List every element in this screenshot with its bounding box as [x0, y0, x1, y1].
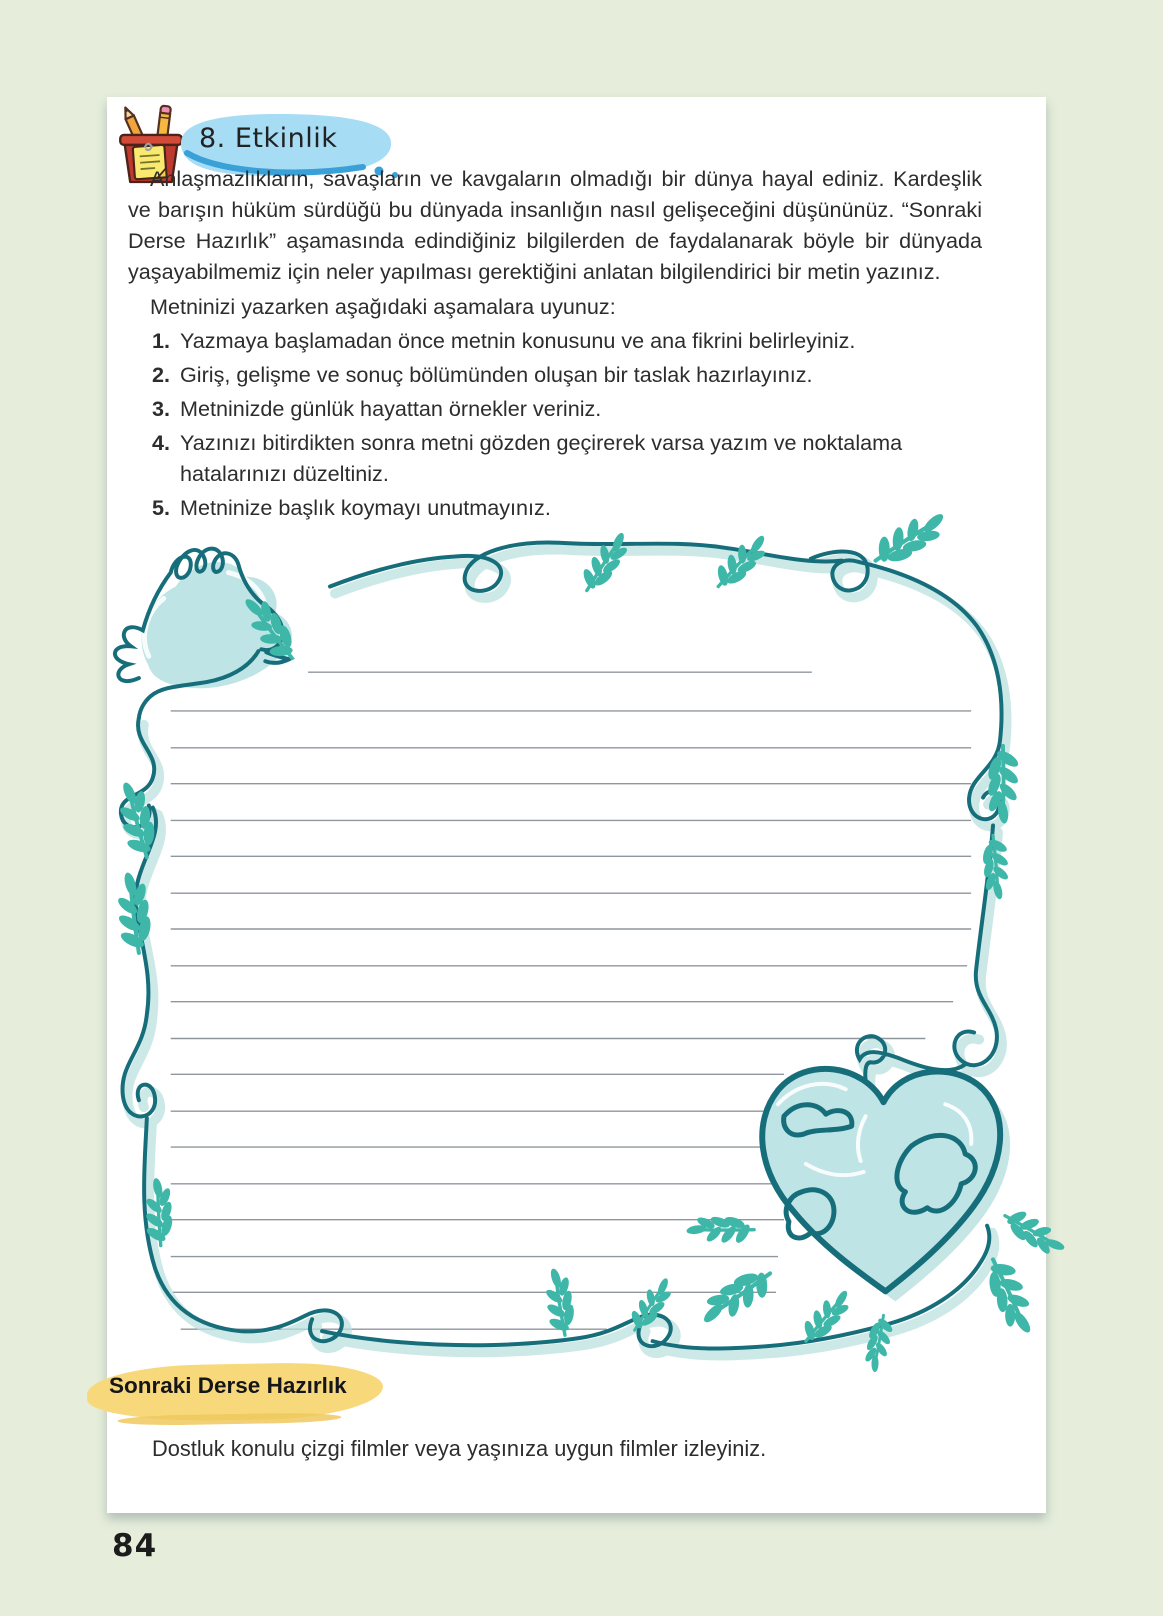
step-number: 1. — [152, 328, 171, 353]
instruction-step — [152, 427, 998, 489]
step-text: Giriş, gelişme ve sonuç bölümünden oluşan bir taslak hazırlayınız. — [180, 362, 813, 387]
activity-label: 8. Etkinlik — [199, 123, 338, 154]
instruction-step — [152, 492, 998, 523]
instruction-step — [152, 359, 998, 390]
step-text: Yazmaya başlamadan önce metnin konusunu ve ana fikrini belirleyiniz. — [180, 328, 856, 353]
leaf-sprigs — [96, 493, 1035, 1353]
next-lesson-text: Dostluk konulu çizgi filmler veya yaşınıza uygun filmler izleyiniz. — [152, 1436, 767, 1461]
next-lesson-title: Sonraki Derse Hazırlık — [109, 1373, 347, 1398]
step-number: 5. — [152, 495, 171, 520]
step-number: 4. — [152, 430, 171, 455]
instructions-list — [152, 325, 998, 526]
paper — [107, 97, 1046, 1513]
step-number: 2. — [152, 362, 171, 387]
next-lesson-heading — [95, 1369, 357, 1413]
step-text: Metninizde günlük hayattan örnekler veriniz. — [180, 396, 602, 421]
instructions-intro: Metninizi yazarken aşağıdaki aşamalara uyunuz: — [150, 294, 616, 319]
dove-illustration — [115, 549, 311, 718]
page-number: 84 — [112, 1528, 158, 1564]
heart-leaves — [683, 1202, 1072, 1373]
earth-continents — [784, 1105, 976, 1238]
instruction-step — [152, 393, 998, 424]
writing-area — [109, 505, 1000, 1350]
step-text: Yazınızı bitirdikten sonra metni gözden geçirerek varsa yazım ve noktalama hatalarınızı düzeltiniz. — [180, 430, 903, 486]
vine-border — [121, 543, 1002, 1349]
instruction-step — [152, 325, 998, 356]
writing-lines-group — [171, 672, 971, 1329]
olive-branch — [227, 589, 311, 668]
step-number: 3. — [152, 396, 171, 421]
vine-border-echo — [126, 549, 1007, 1355]
intro-paragraph: Anlaşmazlıkların, savaşların ve kavgaların olmadığı bir dünya hayal ediniz. Kardeşlik ve barışın hüküm sürdüğü bu dünyada insanlığın nasıl gelişeceğini düşününüz. “Sonraki Derse Hazırlık” aşamasında edindiğiniz bilgilerden de faydalanarak böyle bir dünyada yaşayabilmemiz için neler yapılması gerektiğini anlatan bilgilendirici bir metin yazınız. — [128, 166, 982, 284]
step-text: Metninize başlık koymayı unutmayınız. — [180, 495, 551, 520]
heart-earth-illustration — [683, 1069, 1072, 1373]
earth-highlights — [778, 1084, 971, 1175]
writing-area-art — [109, 505, 1000, 1350]
